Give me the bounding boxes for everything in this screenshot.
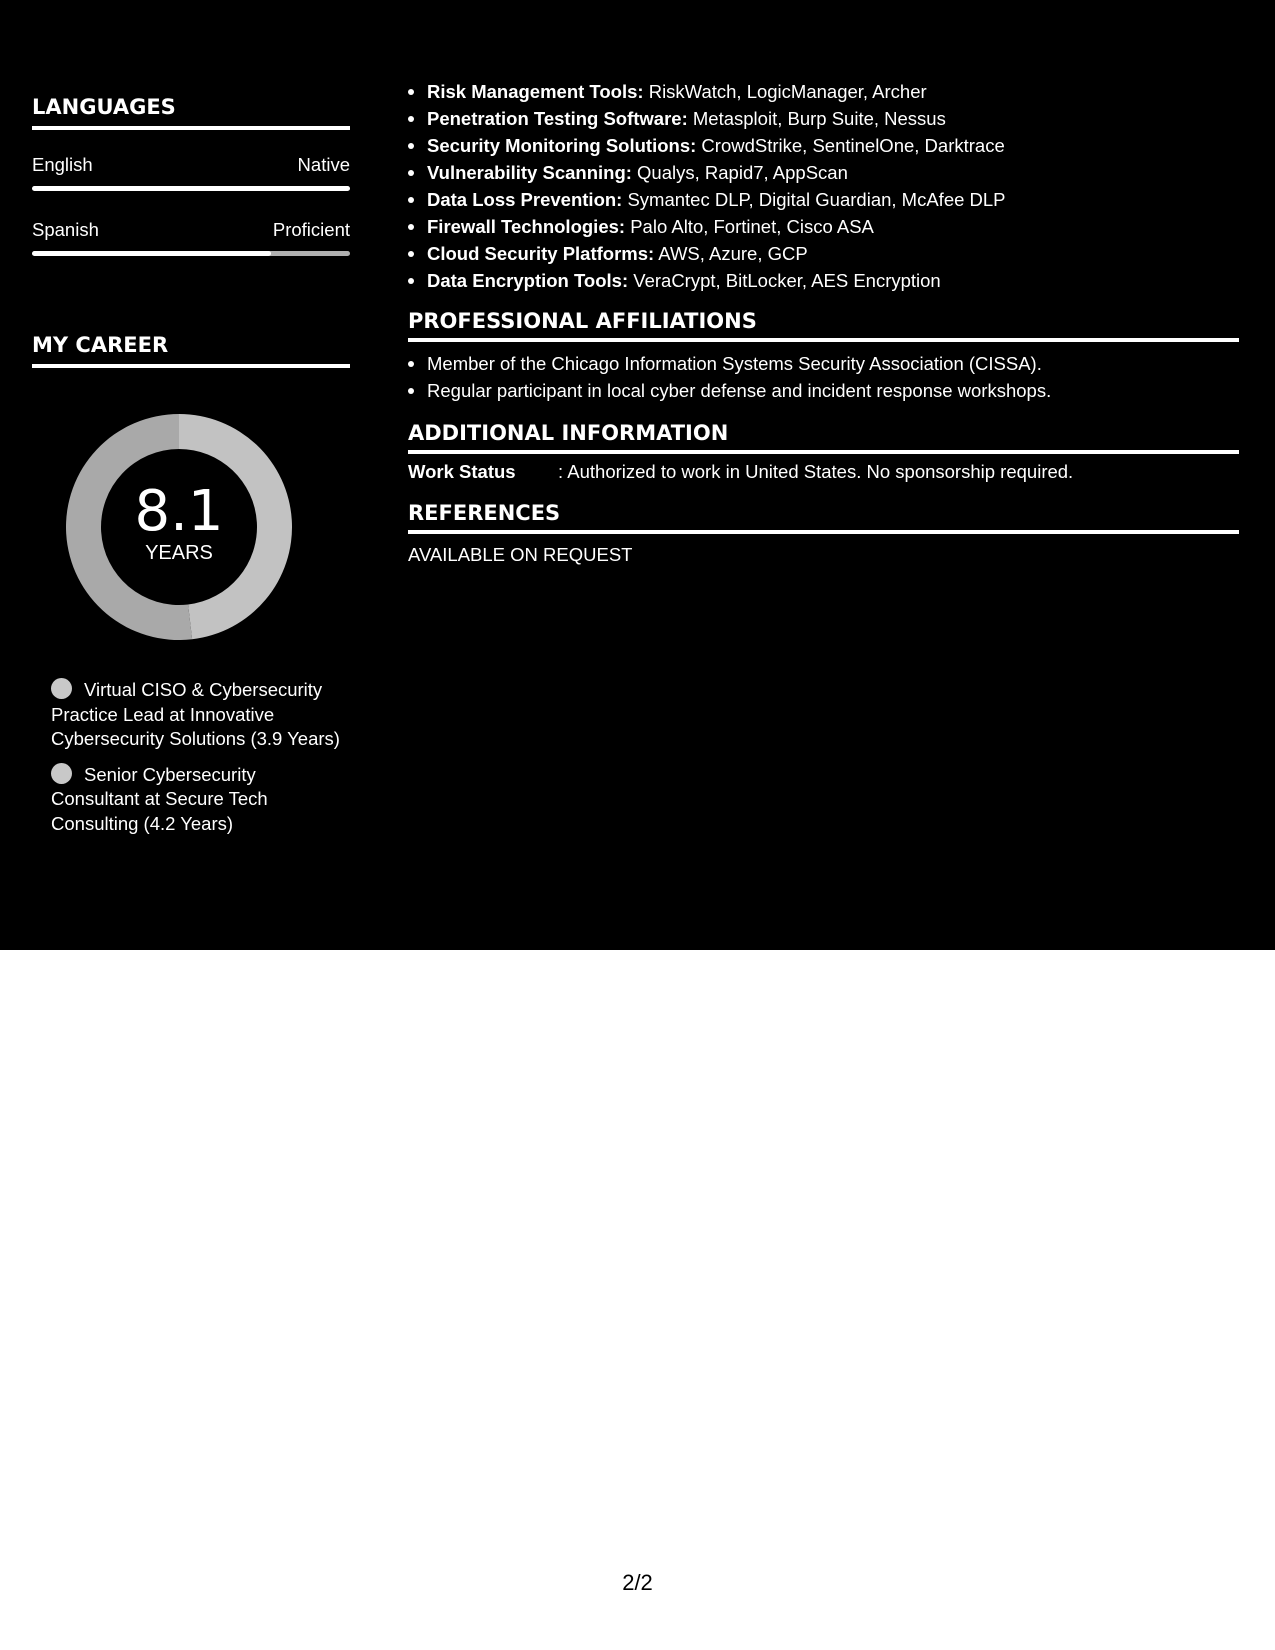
skill-value: RiskWatch, LogicManager, Archer [643, 81, 927, 102]
skills-list [408, 78, 1239, 294]
career-role-label: Virtual CISO & Cybersecurity Practice Lead at Innovative Cybersecurity Solutions (3.9 Years) [51, 679, 340, 749]
career-years-unit: YEARS [145, 542, 213, 564]
skill-label: Security Monitoring Solutions: [427, 135, 697, 156]
skill-item [408, 240, 1239, 267]
language-item-spanish [32, 219, 350, 256]
career-dot-icon [51, 763, 72, 784]
skill-item [408, 159, 1239, 186]
skill-item [408, 186, 1239, 213]
languages-title: LANGUAGES [32, 95, 176, 119]
left-column [32, 94, 350, 847]
language-name: Spanish [32, 219, 99, 240]
work-status-label: Work Status [408, 461, 516, 482]
right-column [408, 78, 1239, 567]
skill-item [408, 78, 1239, 105]
work-status-row [408, 460, 1239, 484]
language-proficiency-bar [32, 186, 350, 191]
references-text: AVAILABLE ON REQUEST [408, 544, 633, 565]
language-level: Proficient [272, 219, 350, 240]
affiliation-item: Regular participant in local cyber defense and incident response workshops. [408, 377, 1239, 404]
career-dot-icon [51, 678, 72, 699]
language-item-english [32, 154, 350, 191]
language-proficiency-bar [32, 251, 350, 256]
donut-center [66, 414, 292, 640]
section-divider [408, 530, 1239, 534]
skill-item [408, 105, 1239, 132]
skill-label: Penetration Testing Software: [427, 108, 688, 129]
skill-item [408, 267, 1239, 294]
skill-item [408, 213, 1239, 240]
affiliations-list [408, 350, 1239, 404]
additional-info-section [408, 420, 1239, 484]
page-number: 2/2 [622, 1570, 653, 1595]
languages-section [32, 94, 350, 256]
skill-value: Metasploit, Burp Suite, Nessus [687, 108, 946, 129]
section-divider [408, 450, 1239, 454]
career-role-label: Senior Cybersecurity Consultant at Secure Tech Consulting (4.2 Years) [51, 763, 268, 834]
career-donut-chart [66, 414, 292, 640]
skill-value: Palo Alto, Fortinet, Cisco ASA [625, 216, 874, 237]
section-divider [408, 338, 1239, 342]
skill-label: Data Loss Prevention: [427, 189, 623, 210]
additional-info-title: ADDITIONAL INFORMATION [408, 421, 729, 445]
affiliations-section [408, 308, 1239, 404]
language-proficiency-fill [32, 251, 271, 256]
skill-value: AWS, Azure, GCP [654, 243, 808, 264]
work-status-value: : Authorized to work in United States. No sponsorship required. [558, 461, 1074, 482]
language-level: Native [297, 154, 350, 175]
references-section [408, 500, 1239, 567]
skill-label: Vulnerability Scanning: [427, 162, 632, 183]
career-role-item [51, 763, 341, 837]
skill-label: Data Encryption Tools: [427, 270, 629, 291]
career-title: MY CAREER [32, 333, 169, 357]
section-divider [32, 364, 350, 368]
skill-label: Risk Management Tools: [427, 81, 644, 102]
skill-value: Symantec DLP, Digital Guardian, McAfee DLP [622, 189, 1006, 210]
skill-value: VeraCrypt, BitLocker, AES Encryption [628, 270, 941, 291]
career-section [32, 332, 350, 836]
language-proficiency-fill [32, 186, 350, 191]
references-title: REFERENCES [408, 501, 561, 525]
affiliations-title: PROFESSIONAL AFFILIATIONS [408, 309, 757, 333]
skill-value: Qualys, Rapid7, AppScan [631, 162, 848, 183]
skill-label: Firewall Technologies: [427, 216, 626, 237]
career-roles-list [51, 678, 341, 836]
language-name: English [32, 154, 93, 175]
affiliation-item: Member of the Chicago Information Systems Security Association (CISSA). [408, 350, 1239, 377]
skill-label: Cloud Security Platforms: [427, 243, 655, 264]
skill-value: CrowdStrike, SentinelOne, Darktrace [696, 135, 1005, 156]
career-total-years: 8.1 [134, 479, 224, 544]
section-divider [32, 126, 350, 130]
career-role-item [51, 678, 341, 752]
skill-item [408, 132, 1239, 159]
